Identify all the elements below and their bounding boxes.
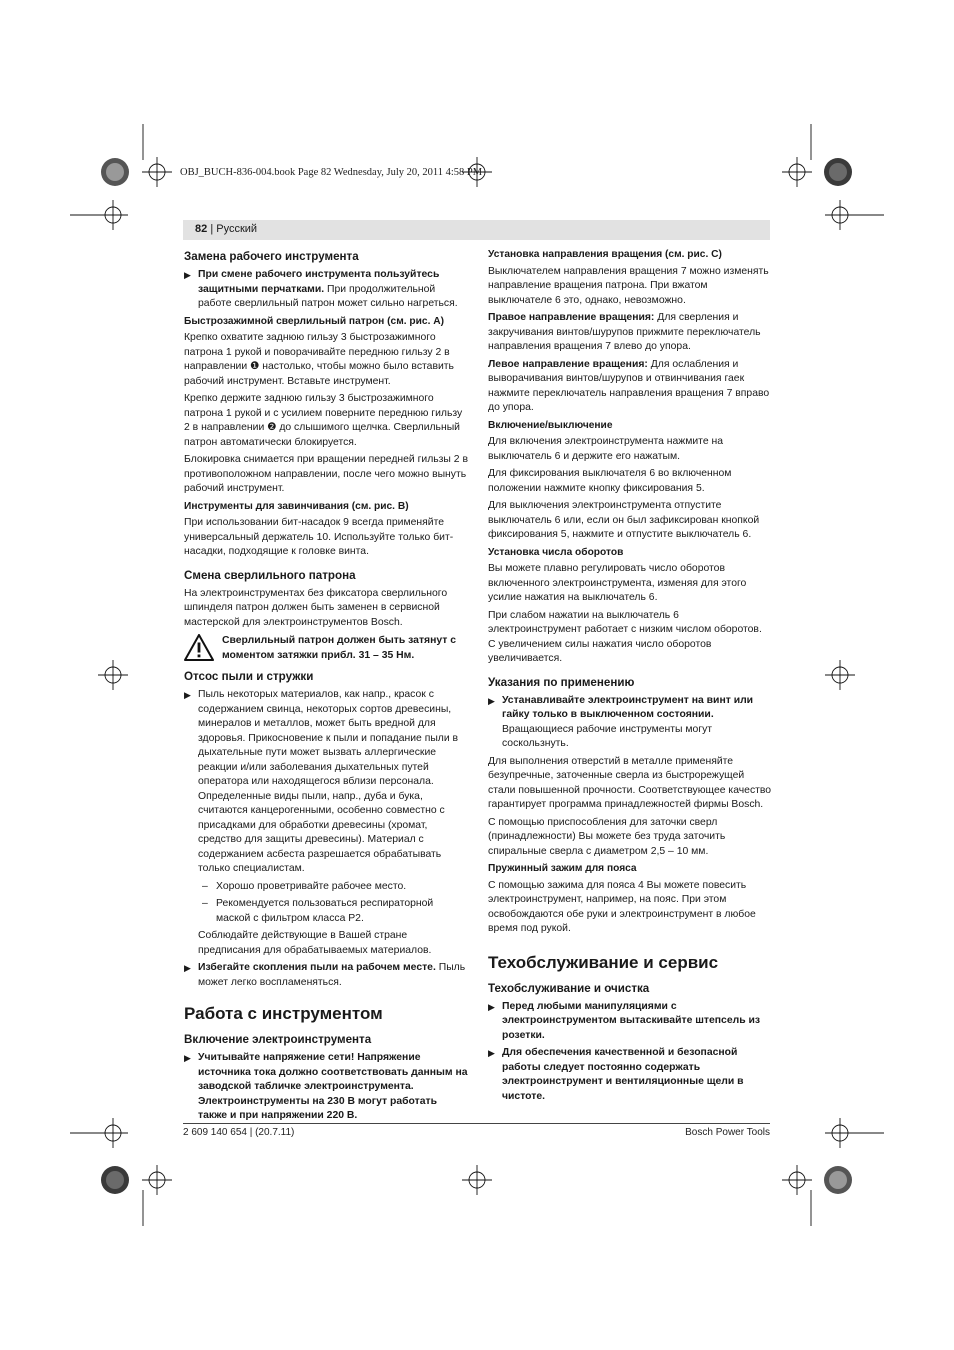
- section-title-starting-operation: Включение электроинструмента: [184, 1033, 372, 1046]
- bullet-keep-clean: ▶ Для обеспечения качественной и безопасной работы следует постоянно содержать электроинструмент и вентиляционные щели в чистоте.: [488, 1047, 744, 1102]
- section-title-maintenance-cleaning: Техобслуживание и очистка: [488, 981, 650, 995]
- print-slug: OBJ_BUCH-836-004.book Page 82 Wednesday, July 20, 2011 4:58 PM: [180, 167, 483, 178]
- bullet-triangle-icon: ▶: [184, 963, 191, 973]
- bullet-gloves: ▶ При смене рабочего инструмента пользуйтесь защитными перчатками. При продолжительной работе сверлильный патрон может сильно нагреться.: [184, 269, 458, 309]
- paragraph: На электроинструментах без фиксатора сверлильного шпинделя патрон должен быть заменен в сервисной мастерской для электроинструментов Bosch.: [184, 587, 448, 628]
- header-language: Русский: [216, 223, 258, 235]
- paragraph: С помощью зажима для пояса 4 Вы можете повесить электроинструмент, например, на пояс. При этом освобождаются обе руки и электроинструмент в любое время под рукой.: [488, 879, 756, 934]
- section-title-switch-on-off: Включение/выключение: [488, 419, 613, 431]
- section-title-rotation-direction: Установка направления вращения (см. рис. С): [488, 249, 722, 260]
- warning-note: [184, 634, 468, 663]
- dash-item: – Рекомендуется пользоваться респираторной маской с фильтром класса Р2.: [202, 898, 434, 924]
- page-header: [195, 223, 257, 235]
- bullet-unplug: ▶ Перед любыми манипуляциями с электроинструментом вытаскивайте штепсель из розетки.: [488, 1000, 761, 1041]
- paragraph: Левое направление вращения: Для ослабления и выворачивания винтов/шурупов и отвинчивания гаек нажмите переключатель направления вращения 7 вправо до упора.: [488, 358, 770, 413]
- warning-text: Сверлильный патрон должен быть затянут с моментом затяжки прибл. 31 – 35 Нм.: [222, 635, 457, 661]
- paragraph: Вы можете плавно регулировать число оборотов включенного электроинструмента, изменяя для этого усилие нажатия на выключатель 6.: [488, 563, 747, 603]
- paragraph: Блокировка снимается при вращении передней гильзы 2 в противоположном направлении, после чего можно вынуть рабочий инструмент.: [184, 454, 468, 494]
- section-title-belt-clip: Пружинный зажим для пояса: [488, 863, 637, 874]
- section-title-chuck-change: Смена сверлильного патрона: [184, 568, 356, 582]
- dash-item: – Хорошо проветривайте рабочее место.: [202, 880, 407, 892]
- paragraph: Для выполнения отверстий в металле применяйте безупречные, заточенные сверла из быстрорежущей стали повышенной прочности. Соответствующее качество гарантирует программа принадлежностей фирмы Bosch.: [488, 755, 772, 810]
- warning-triangle-icon: [184, 634, 214, 661]
- page-number: 82: [195, 223, 208, 235]
- section-title-dust-extraction: Отсос пыли и стружки: [184, 670, 314, 683]
- section-title-keyless-chuck: Быстрозажимной сверлильный патрон (см. рис. А): [184, 315, 444, 327]
- page-header-bar: [183, 220, 770, 240]
- paragraph: Правое направление вращения: Для сверления и закручивания винтов/шурупов прижмите переключатель направления вращения 7 влево до упора.: [488, 312, 761, 352]
- paragraph: Выключателем направления вращения 7 можно изменять направление вращения патрона. При вжатом выключателе 6 это, однако, невозможно.: [488, 265, 769, 306]
- bullet-dust-accumulation: ▶ Избегайте скопления пыли на рабочем месте. Пыль может легко воспламеняться.: [184, 962, 466, 988]
- bullet-triangle-icon: ▶: [184, 690, 191, 700]
- footer-doc-number: 2 609 140 654 | (20.7.11): [183, 1127, 295, 1138]
- right-column: [488, 247, 772, 1107]
- header-separator: |: [210, 223, 214, 235]
- section-title-speed-control: Установка числа оборотов: [488, 546, 624, 558]
- bullet-triangle-icon: ▶: [184, 270, 191, 280]
- paragraph: При использовании бит-насадок 9 всегда применяйте универсальный держатель 10. Используйте только бит-насадки, подходящие к головке винта.: [184, 517, 454, 557]
- bullet-triangle-icon: ▶: [488, 1001, 495, 1012]
- paragraph: Крепко охватите заднюю гильзу 3 быстрозажимного патрона 1 рукой и поворачивайте переднюю гильзу 2 в направлении ❶ настолько, чтобы можно было вставить рабочий инструмент. Вставьте инструмент.: [184, 332, 454, 387]
- bullet-triangle-icon: ▶: [488, 1048, 495, 1058]
- paragraph: При слабом нажатии на выключатель 6 электроинструмент работает с низким числом оборотов. С увеличением силы нажатия число оборотов увеличивается.: [488, 609, 762, 664]
- bullet-triangle-icon: ▶: [488, 695, 495, 706]
- chapter-title-maintenance-service: Техобслуживание и сервис: [488, 952, 719, 972]
- bullet-dust: ▶ Пыль некоторых материалов, как напр., красок с содержанием свинца, некоторых сортов древесины, минералов и металлов, может быть вредной для здоровья. Прикосновение к пыли и попадание пыли в дыхательные пути может вызвать аллергические реакции и/или заболевания дыхательных путей оператора или находящегося вблизи персонала. Определенные виды пыли, напр., дуба и бука, считаются канцерогенными, особенно совместно с присадками для обработки древесины (хромат, средство для защиты древесины). Материал с содержанием асбеста разрешается обрабатывать только специалистам.: [184, 689, 459, 874]
- bullet-screw-off-state: ▶ Устанавливайте электроинструмент на винт или гайку только в выключенном состоянии. Вращающиеся рабочие инструменты могут соскользнуть.: [488, 694, 754, 749]
- left-column: [184, 247, 468, 1127]
- bullet-voltage: ▶ Учитывайте напряжение сети! Напряжение источника тока должно соответствовать данным на заводской табличке электроинструмента. Электроинструменты на 230 В могут работать также и при напряжении 220 В.: [184, 1052, 468, 1121]
- paragraph: Крепко держите заднюю гильзу 3 быстрозажимного патрона 1 рукой и с усилием поверните переднюю гильзу 2 в направлении ❷ до слышимого щелчка. Сверлильный патрон автоматически блокируется.: [184, 393, 463, 448]
- paragraph: Для включения электроинструмента нажмите на выключатель 6 и держите его нажатым.: [488, 436, 724, 462]
- bullet-triangle-icon: ▶: [184, 1053, 191, 1063]
- footer-brand: Bosch Power Tools: [685, 1127, 770, 1138]
- section-title-screwdriving-tools: Инструменты для завинчивания (см. рис. В): [184, 500, 409, 512]
- paragraph: Для выключения электроинструмента отпустите выключатель 6 или, если он был зафиксирован кнопкой фиксирования 5, нажмите и отпустите выключатель 6.: [488, 500, 760, 540]
- section-title-tool-change: Замена рабочего инструмента: [184, 250, 359, 263]
- paragraph: Соблюдайте действующие в Вашей стране предписания для обрабатываемых материалов.: [198, 930, 432, 956]
- footer-rule: [183, 1123, 770, 1124]
- paragraph: С помощью приспособления для заточки сверл (принадлежности) Вы можете без труда заточить спиральные сверла с диаметром 2,5 – 10 мм.: [488, 816, 726, 857]
- section-title-working-advice: Указания по применению: [488, 675, 635, 689]
- chapter-title-operation: Работа с инструментом: [184, 1004, 383, 1023]
- paragraph: Для фиксирования выключателя 6 во включенном положении нажмите кнопку фиксирования 5.: [488, 468, 732, 494]
